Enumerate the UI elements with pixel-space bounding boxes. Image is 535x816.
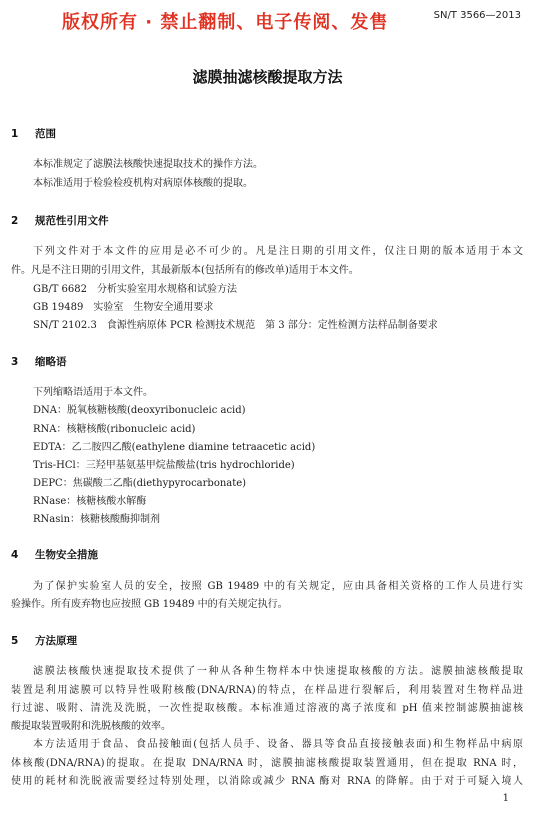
paragraph-line: 件。凡是不注日期的引用文件，其最新版本(包括所有的修改单)适用于本文件。 <box>11 265 359 276</box>
abbreviation-item: RNase：核糖核酸水解酶 <box>33 496 147 507</box>
copyright-watermark: 版权所有 · 禁止翻制、电子传阅、发售 <box>62 12 389 33</box>
paragraph-line: 酸提取装置吸附和洗脱核酸的效率。 <box>11 721 171 732</box>
abbreviation-item: EDTA：乙二胺四乙酸(eathylene diamine tetraacetic acid) <box>33 442 316 453</box>
section-title: 方法原理 <box>35 635 77 647</box>
section-number: 2 <box>11 215 19 227</box>
paragraph-line: 行过滤、吸附、清洗及洗脱，一次性提取核酸。本标准通过溶液的离子浓度和 pH 值来控制滤膜抽滤核 <box>11 703 523 714</box>
section-number: 5 <box>11 635 19 647</box>
paragraph-line: 验操作。所有废弃物也应按照 GB 19489 中的有关规定执行。 <box>11 599 288 610</box>
abbreviation-item: RNA：核糖核酸(ribonucleic acid) <box>33 424 196 435</box>
section-number: 3 <box>11 356 19 368</box>
paragraph-line: 使用的耗材和洗脱液需要经过特别处理，以消除或减少 RNA 酶对 RNA 的降解。由于对于可疑入境人 <box>11 776 523 787</box>
section-title: 生物安全措施 <box>35 549 98 561</box>
abbreviation-item: DEPC：焦碳酸二乙酯(diethypyrocarbonate) <box>33 478 247 489</box>
paragraph-line: 滤膜法核酸快速提取技术提供了一种从各种生物样本中快速提取核酸的方法。滤膜抽滤核酸提取 <box>33 666 523 677</box>
document-title: 滤膜抽滤核酸提取方法 <box>192 68 343 86</box>
abbreviation-item: DNA：脱氧核糖核酸(deoxyribonucleic acid) <box>33 405 246 416</box>
abbreviation-item: Tris-HCl：三羟甲基氨基甲烷盐酸盐(tris hydrochloride) <box>33 460 295 471</box>
paragraph-line: 本标准适用于检验检疫机构对病原体核酸的提取。 <box>33 178 253 189</box>
paragraph-line: 体核酸(DNA/RNA)的提取。在提取 DNA/RNA 时，滤膜抽滤核酸提取装置通用，但在提取 RNA 时， <box>11 758 523 769</box>
page-number: 1 <box>502 793 509 804</box>
section-title: 缩略语 <box>35 356 67 368</box>
section-heading-abbreviations <box>11 354 67 369</box>
abbreviation-item: RNasin：核糖核酸酶抑制剂 <box>33 514 161 525</box>
section-title: 范围 <box>35 128 56 140</box>
section-heading-biosafety <box>11 547 98 562</box>
paragraph-line: 本方法适用于食品、食品接触面(包括人员手、设备、器具等食品直接接触表面)和生物样品中病原 <box>33 739 523 750</box>
standard-code: SN/T 3566—2013 <box>433 10 521 21</box>
reference-item: GB/T 6682 分析实验室用水规格和试验方法 <box>33 284 238 295</box>
paragraph-line: 为了保护实验室人员的安全，按照 GB 19489 中的有关规定，应由具备相关资格的工作人员进行实 <box>33 581 523 592</box>
paragraph-line: 下列缩略语适用于本文件。 <box>33 387 153 398</box>
paragraph-line: 下列文件对于本文件的应用是必不可少的。凡是注日期的引用文件，仅注日期的版本适用于本文 <box>33 246 523 257</box>
section-heading-scope <box>11 126 56 141</box>
section-heading-normative-references <box>11 213 109 228</box>
section-title: 规范性引用文件 <box>35 215 109 227</box>
paragraph-line: 装置是利用滤膜可以特异性吸附核酸(DNA/RNA)的特点，在样品进行裂解后，利用装置对生物样品进 <box>11 685 523 696</box>
section-number: 1 <box>11 128 19 140</box>
section-number: 4 <box>11 549 19 561</box>
paragraph-line: 本标准规定了滤膜法核酸快速提取技术的操作方法。 <box>33 159 263 170</box>
reference-item: SN/T 2102.3 食源性病原体 PCR 检测技术规范 第 3 部分：定性检测方法样品制备要求 <box>33 320 438 331</box>
reference-item: GB 19489 实验室 生物安全通用要求 <box>33 302 214 313</box>
section-heading-principle <box>11 633 77 648</box>
